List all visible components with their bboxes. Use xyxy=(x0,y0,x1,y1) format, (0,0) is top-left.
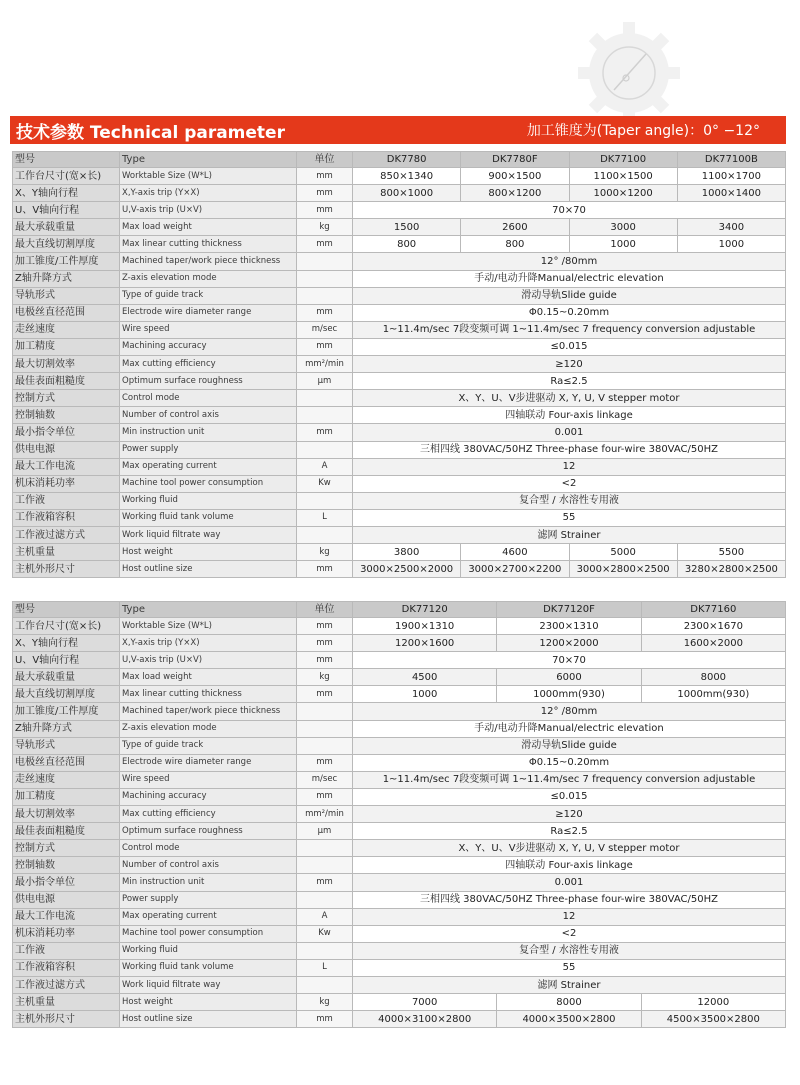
param-value: 四轴联动 Four-axis linkage xyxy=(353,407,786,424)
param-name-en: Machined taper/work piece thickness xyxy=(120,703,297,720)
table-row xyxy=(13,561,786,578)
param-unit: L xyxy=(297,509,353,526)
header-model-name: DK77100B xyxy=(677,152,785,168)
param-unit: mm xyxy=(297,618,353,635)
param-unit: kg xyxy=(297,994,353,1011)
param-name-en: X,Y-axis trip (Y×X) xyxy=(120,635,297,652)
table-header-row xyxy=(13,152,786,168)
param-name-en: Type of guide track xyxy=(120,287,297,304)
param-name-zh: 控制轴数 xyxy=(13,857,120,874)
param-value: 1200×2000 xyxy=(497,635,641,652)
param-name-zh: 最大工作电流 xyxy=(13,458,120,475)
param-value: Φ0.15~0.20mm xyxy=(353,754,786,771)
param-unit xyxy=(297,857,353,874)
param-unit xyxy=(297,270,353,287)
param-value: 4500 xyxy=(353,669,497,686)
table-header-row xyxy=(13,602,786,618)
table-row xyxy=(13,185,786,202)
param-value: 手动/电动升降Manual/electric elevation xyxy=(353,720,786,737)
param-value: 四轴联动 Four-axis linkage xyxy=(353,857,786,874)
table-row xyxy=(13,236,786,253)
header-model-label: 型号 xyxy=(13,602,120,618)
param-value: 70×70 xyxy=(353,202,786,219)
param-unit: mm xyxy=(297,1011,353,1028)
param-name-zh: 工作液箱容积 xyxy=(13,509,120,526)
param-name-zh: 电极丝直径范围 xyxy=(13,754,120,771)
param-name-en: Max linear cutting thickness xyxy=(120,236,297,253)
spec-table-1 xyxy=(12,151,786,578)
param-name-en: Machining accuracy xyxy=(120,788,297,805)
param-name-zh: 机床消耗功率 xyxy=(13,925,120,942)
header-model-name: DK77100 xyxy=(569,152,677,168)
param-unit: mm xyxy=(297,652,353,669)
param-value: 滤网 Strainer xyxy=(353,526,786,543)
param-value: <2 xyxy=(353,925,786,942)
table-row xyxy=(13,840,786,857)
section-title: 技术参数 Technical parameter xyxy=(16,122,285,143)
param-name-zh: 控制方式 xyxy=(13,840,120,857)
param-name-zh: 供电电源 xyxy=(13,891,120,908)
param-name-zh: 控制方式 xyxy=(13,390,120,407)
param-value: 3800 xyxy=(353,544,461,561)
param-unit xyxy=(297,840,353,857)
param-name-en: Machining accuracy xyxy=(120,338,297,355)
param-unit xyxy=(297,441,353,458)
header-unit-label: 单位 xyxy=(297,602,353,618)
param-value: 滤网 Strainer xyxy=(353,976,786,993)
table-row xyxy=(13,338,786,355)
param-unit: mm²/min xyxy=(297,356,353,373)
param-unit: m/sec xyxy=(297,771,353,788)
param-unit: mm xyxy=(297,202,353,219)
param-value: 2300×1670 xyxy=(641,618,785,635)
param-name-en: Work liquid filtrate way xyxy=(120,526,297,543)
param-value: 55 xyxy=(353,509,786,526)
table-row xyxy=(13,492,786,509)
param-value: 1000×1400 xyxy=(677,185,785,202)
header-model-name: DK77120F xyxy=(497,602,641,618)
param-name-zh: 电极丝直径范围 xyxy=(13,304,120,321)
param-name-zh: 主机外形尺寸 xyxy=(13,561,120,578)
param-unit xyxy=(297,287,353,304)
param-value: 1000 xyxy=(353,686,497,703)
param-name-zh: X、Y轴向行程 xyxy=(13,635,120,652)
param-unit: mm xyxy=(297,686,353,703)
param-value: <2 xyxy=(353,475,786,492)
table-row xyxy=(13,720,786,737)
param-name-en: Optimum surface roughness xyxy=(120,823,297,840)
param-value: 滑动导轨Slide guide xyxy=(353,737,786,754)
param-name-zh: 走丝速度 xyxy=(13,771,120,788)
header-model-label: 型号 xyxy=(13,152,120,168)
param-name-en: X,Y-axis trip (Y×X) xyxy=(120,185,297,202)
param-unit: mm xyxy=(297,304,353,321)
table-row xyxy=(13,1011,786,1028)
param-value: 3000×2800×2500 xyxy=(569,561,677,578)
param-name-en: Machined taper/work piece thickness xyxy=(120,253,297,270)
param-name-en: Power supply xyxy=(120,441,297,458)
param-unit: mm²/min xyxy=(297,806,353,823)
param-name-en: Host weight xyxy=(120,544,297,561)
param-name-zh: 最佳表面粗糙度 xyxy=(13,373,120,390)
param-name-en: Z-axis elevation mode xyxy=(120,270,297,287)
param-name-en: Min instruction unit xyxy=(120,874,297,891)
param-unit: mm xyxy=(297,754,353,771)
table-row xyxy=(13,373,786,390)
table-row xyxy=(13,424,786,441)
param-name-en: Max load weight xyxy=(120,669,297,686)
param-value: 滑动导轨Slide guide xyxy=(353,287,786,304)
param-name-en: Power supply xyxy=(120,891,297,908)
param-unit: mm xyxy=(297,788,353,805)
param-name-zh: 最小指令单位 xyxy=(13,874,120,891)
param-name-en: Machine tool power consumption xyxy=(120,925,297,942)
param-unit: mm xyxy=(297,874,353,891)
param-value: 复合型 / 水溶性专用液 xyxy=(353,492,786,509)
param-value: 12 xyxy=(353,458,786,475)
table-row xyxy=(13,806,786,823)
param-name-en: Work liquid filtrate way xyxy=(120,976,297,993)
param-name-zh: Z轴升降方式 xyxy=(13,720,120,737)
param-name-en: Max linear cutting thickness xyxy=(120,686,297,703)
param-name-zh: 工作液 xyxy=(13,492,120,509)
param-value: 2300×1310 xyxy=(497,618,641,635)
param-value: 0.001 xyxy=(353,424,786,441)
table-row xyxy=(13,976,786,993)
section-header-bar xyxy=(10,116,786,144)
param-value: 6000 xyxy=(497,669,641,686)
param-name-en: Optimum surface roughness xyxy=(120,373,297,390)
param-unit xyxy=(297,720,353,737)
param-unit xyxy=(297,390,353,407)
header-model-name: DK77120 xyxy=(353,602,497,618)
param-unit: kg xyxy=(297,219,353,236)
param-name-zh: 工作液过滤方式 xyxy=(13,976,120,993)
table-row xyxy=(13,857,786,874)
table-row xyxy=(13,304,786,321)
param-value: 0.001 xyxy=(353,874,786,891)
param-name-en: Z-axis elevation mode xyxy=(120,720,297,737)
header-model-name: DK7780 xyxy=(353,152,461,168)
param-name-zh: 工作液过滤方式 xyxy=(13,526,120,543)
param-value: 3000×2700×2200 xyxy=(461,561,569,578)
param-name-zh: 导轨形式 xyxy=(13,737,120,754)
param-name-zh: X、Y轴向行程 xyxy=(13,185,120,202)
table-row xyxy=(13,908,786,925)
table-row xyxy=(13,823,786,840)
table-row xyxy=(13,942,786,959)
param-value: 7000 xyxy=(353,994,497,1011)
param-unit: mm xyxy=(297,185,353,202)
param-value: 12° /80mm xyxy=(353,253,786,270)
param-value: 4500×3500×2800 xyxy=(641,1011,785,1028)
param-name-en: Machine tool power consumption xyxy=(120,475,297,492)
table-row xyxy=(13,458,786,475)
param-value: X、Y、U、V步进驱动 X, Y, U, V stepper motor xyxy=(353,840,786,857)
param-value: 800 xyxy=(461,236,569,253)
table-row xyxy=(13,202,786,219)
param-value: 3280×2800×2500 xyxy=(677,561,785,578)
param-unit: m/sec xyxy=(297,321,353,338)
param-unit: mm xyxy=(297,424,353,441)
table-row xyxy=(13,652,786,669)
table-row xyxy=(13,959,786,976)
param-value: ≥120 xyxy=(353,356,786,373)
table-row xyxy=(13,168,786,185)
param-name-zh: 控制轴数 xyxy=(13,407,120,424)
param-name-zh: 供电电源 xyxy=(13,441,120,458)
table-row xyxy=(13,771,786,788)
param-name-en: Working fluid xyxy=(120,492,297,509)
param-name-zh: 最佳表面粗糙度 xyxy=(13,823,120,840)
param-name-zh: Z轴升降方式 xyxy=(13,270,120,287)
param-name-en: Wire speed xyxy=(120,321,297,338)
param-value: 1~11.4m/sec 7段变频可调 1~11.4m/sec 7 frequency conversion adjustable xyxy=(353,321,786,338)
param-name-zh: 加工锥度/工件厚度 xyxy=(13,253,120,270)
header-unit-label: 单位 xyxy=(297,152,353,168)
param-name-en: Worktable Size (W*L) xyxy=(120,168,297,185)
param-value: 1~11.4m/sec 7段变频可调 1~11.4m/sec 7 frequency conversion adjustable xyxy=(353,771,786,788)
param-unit xyxy=(297,492,353,509)
param-name-en: Host outline size xyxy=(120,1011,297,1028)
param-value: X、Y、U、V步进驱动 X, Y, U, V stepper motor xyxy=(353,390,786,407)
param-name-zh: 最大切割效率 xyxy=(13,356,120,373)
table-row xyxy=(13,441,786,458)
param-value: 8000 xyxy=(641,669,785,686)
table-row xyxy=(13,635,786,652)
param-name-zh: 最大切割效率 xyxy=(13,806,120,823)
param-name-zh: 机床消耗功率 xyxy=(13,475,120,492)
table-row xyxy=(13,703,786,720)
table-row xyxy=(13,219,786,236)
param-value: 4000×3500×2800 xyxy=(497,1011,641,1028)
param-value: 三相四线 380VAC/50HZ Three-phase four-wire 380VAC/50HZ xyxy=(353,891,786,908)
param-name-en: Min instruction unit xyxy=(120,424,297,441)
table-row xyxy=(13,686,786,703)
param-name-en: Working fluid xyxy=(120,942,297,959)
table-row xyxy=(13,390,786,407)
param-unit xyxy=(297,737,353,754)
param-value: 900×1500 xyxy=(461,168,569,185)
param-name-en: Type of guide track xyxy=(120,737,297,754)
param-unit: L xyxy=(297,959,353,976)
param-unit xyxy=(297,703,353,720)
header-type-label: Type xyxy=(120,602,297,618)
param-name-zh: 加工精度 xyxy=(13,338,120,355)
param-value: 3000×2500×2000 xyxy=(353,561,461,578)
param-name-zh: 走丝速度 xyxy=(13,321,120,338)
param-unit: mm xyxy=(297,338,353,355)
param-name-en: Working fluid tank volume xyxy=(120,509,297,526)
param-unit: A xyxy=(297,458,353,475)
param-name-zh: 主机重量 xyxy=(13,994,120,1011)
param-value: 1900×1310 xyxy=(353,618,497,635)
spec-table-2 xyxy=(12,601,786,1028)
param-unit: μm xyxy=(297,823,353,840)
table-row xyxy=(13,253,786,270)
table-row xyxy=(13,737,786,754)
table-row xyxy=(13,270,786,287)
param-value: 800 xyxy=(353,236,461,253)
param-name-zh: 加工锥度/工件厚度 xyxy=(13,703,120,720)
param-value: 3400 xyxy=(677,219,785,236)
param-name-zh: 工作液箱容积 xyxy=(13,959,120,976)
header-type-label: Type xyxy=(120,152,297,168)
param-name-en: Max cutting efficiency xyxy=(120,806,297,823)
table-row xyxy=(13,669,786,686)
param-value: Ra≤2.5 xyxy=(353,373,786,390)
param-value: 复合型 / 水溶性专用液 xyxy=(353,942,786,959)
param-value: 1000 xyxy=(677,236,785,253)
param-value: 1500 xyxy=(353,219,461,236)
param-value: 4600 xyxy=(461,544,569,561)
param-name-en: Host outline size xyxy=(120,561,297,578)
param-value: 1100×1500 xyxy=(569,168,677,185)
table-row xyxy=(13,356,786,373)
param-unit: μm xyxy=(297,373,353,390)
param-unit xyxy=(297,891,353,908)
table-row xyxy=(13,891,786,908)
param-unit xyxy=(297,253,353,270)
param-name-zh: 工作台尺寸(宽×长) xyxy=(13,168,120,185)
param-value: ≥120 xyxy=(353,806,786,823)
param-unit xyxy=(297,942,353,959)
param-value: 55 xyxy=(353,959,786,976)
table-row xyxy=(13,321,786,338)
param-name-zh: 最大承载重量 xyxy=(13,219,120,236)
param-name-zh: 工作液 xyxy=(13,942,120,959)
param-unit: kg xyxy=(297,544,353,561)
param-name-zh: 导轨形式 xyxy=(13,287,120,304)
param-name-en: Number of control axis xyxy=(120,407,297,424)
param-name-en: Electrode wire diameter range xyxy=(120,304,297,321)
table-row xyxy=(13,544,786,561)
param-name-en: Wire speed xyxy=(120,771,297,788)
param-value: 4000×3100×2800 xyxy=(353,1011,497,1028)
param-value: 三相四线 380VAC/50HZ Three-phase four-wire 380VAC/50HZ xyxy=(353,441,786,458)
param-value: 12° /80mm xyxy=(353,703,786,720)
param-unit xyxy=(297,526,353,543)
param-unit: mm xyxy=(297,635,353,652)
param-name-zh: 主机重量 xyxy=(13,544,120,561)
param-name-en: Working fluid tank volume xyxy=(120,959,297,976)
table-row xyxy=(13,475,786,492)
param-name-zh: 最大承载重量 xyxy=(13,669,120,686)
param-value: 8000 xyxy=(497,994,641,1011)
param-unit: mm xyxy=(297,236,353,253)
param-name-en: Max cutting efficiency xyxy=(120,356,297,373)
table-row xyxy=(13,526,786,543)
param-name-en: U,V-axis trip (U×V) xyxy=(120,652,297,669)
param-name-zh: U、V轴向行程 xyxy=(13,202,120,219)
param-value: 12 xyxy=(353,908,786,925)
param-value: Ra≤2.5 xyxy=(353,823,786,840)
param-name-en: U,V-axis trip (U×V) xyxy=(120,202,297,219)
param-unit xyxy=(297,976,353,993)
param-value: 12000 xyxy=(641,994,785,1011)
param-unit: A xyxy=(297,908,353,925)
param-value: 1000 xyxy=(569,236,677,253)
param-name-zh: 工作台尺寸(宽×长) xyxy=(13,618,120,635)
table-row xyxy=(13,407,786,424)
param-name-zh: 最大直线切割厚度 xyxy=(13,686,120,703)
param-value: 1200×1600 xyxy=(353,635,497,652)
param-value: ≤0.015 xyxy=(353,788,786,805)
param-unit: kg xyxy=(297,669,353,686)
param-value: ≤0.015 xyxy=(353,338,786,355)
param-unit: mm xyxy=(297,561,353,578)
param-value: 5000 xyxy=(569,544,677,561)
param-name-zh: U、V轴向行程 xyxy=(13,652,120,669)
param-name-en: Control mode xyxy=(120,840,297,857)
param-name-zh: 最大工作电流 xyxy=(13,908,120,925)
param-name-en: Host weight xyxy=(120,994,297,1011)
table-row xyxy=(13,509,786,526)
param-name-en: Max operating current xyxy=(120,908,297,925)
param-value: 5500 xyxy=(677,544,785,561)
param-value: 1000mm(930) xyxy=(641,686,785,703)
param-name-en: Max load weight xyxy=(120,219,297,236)
header-model-name: DK77160 xyxy=(641,602,785,618)
param-value: 1000mm(930) xyxy=(497,686,641,703)
param-unit: Kw xyxy=(297,475,353,492)
param-unit: Kw xyxy=(297,925,353,942)
param-value: 3000 xyxy=(569,219,677,236)
param-value: 850×1340 xyxy=(353,168,461,185)
table-row xyxy=(13,287,786,304)
param-value: 1600×2000 xyxy=(641,635,785,652)
param-name-zh: 最大直线切割厚度 xyxy=(13,236,120,253)
table-row xyxy=(13,618,786,635)
param-name-en: Number of control axis xyxy=(120,857,297,874)
taper-angle-note: 加工锥度为(Taper angle)：0° −12° xyxy=(526,123,760,139)
param-value: Φ0.15~0.20mm xyxy=(353,304,786,321)
param-value: 1100×1700 xyxy=(677,168,785,185)
param-name-zh: 主机外形尺寸 xyxy=(13,1011,120,1028)
param-name-en: Electrode wire diameter range xyxy=(120,754,297,771)
param-unit xyxy=(297,407,353,424)
param-name-en: Control mode xyxy=(120,390,297,407)
param-name-zh: 最小指令单位 xyxy=(13,424,120,441)
param-value: 手动/电动升降Manual/electric elevation xyxy=(353,270,786,287)
param-value: 2600 xyxy=(461,219,569,236)
table-row xyxy=(13,925,786,942)
param-name-zh: 加工精度 xyxy=(13,788,120,805)
param-name-en: Worktable Size (W*L) xyxy=(120,618,297,635)
header-model-name: DK7780F xyxy=(461,152,569,168)
param-value: 800×1200 xyxy=(461,185,569,202)
table-row xyxy=(13,994,786,1011)
param-value: 70×70 xyxy=(353,652,786,669)
table-row xyxy=(13,874,786,891)
table-row xyxy=(13,788,786,805)
gear-watermark-icon xyxy=(574,18,684,128)
param-unit: mm xyxy=(297,168,353,185)
param-name-en: Max operating current xyxy=(120,458,297,475)
table-row xyxy=(13,754,786,771)
param-value: 800×1000 xyxy=(353,185,461,202)
param-value: 1000×1200 xyxy=(569,185,677,202)
